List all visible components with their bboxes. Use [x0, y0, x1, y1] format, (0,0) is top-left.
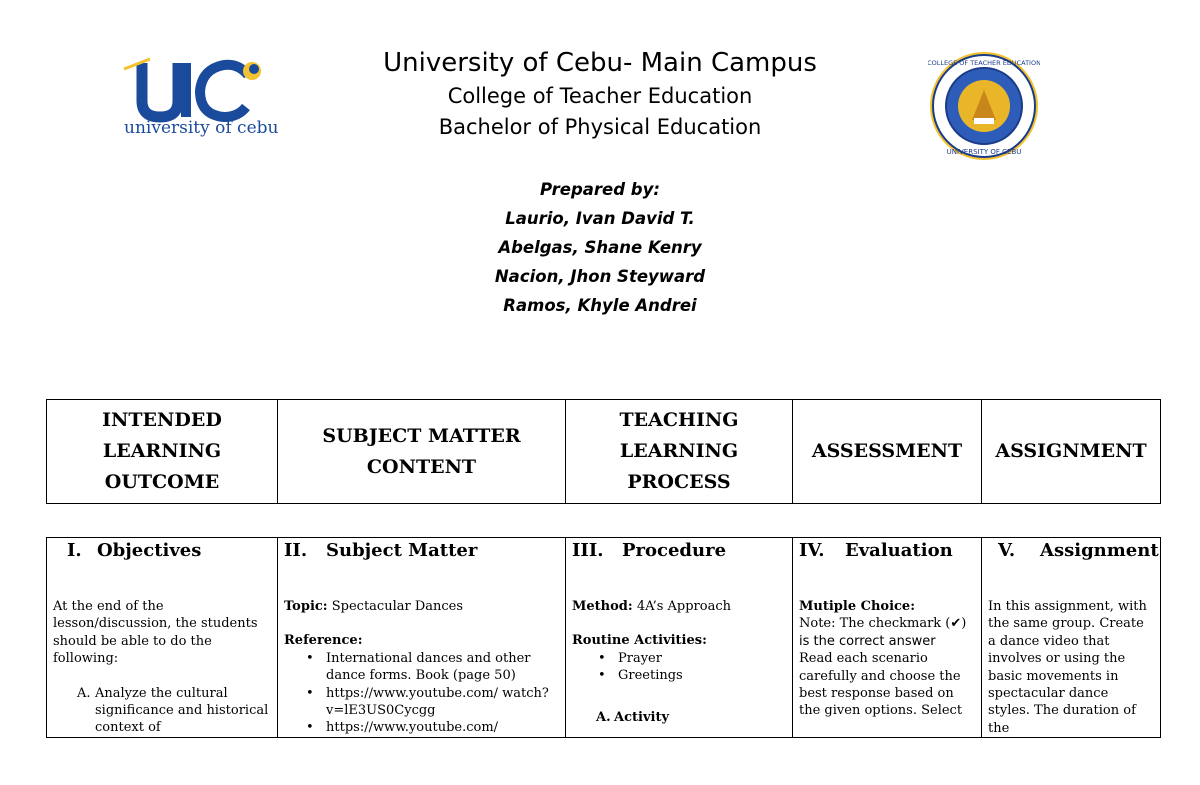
lesson-plan-table — [46, 537, 1161, 738]
routine-item: • Greetings — [618, 667, 786, 684]
objectives-heading: I. Objectives — [67, 540, 202, 561]
seal-bottom-text: UNIVERSITY OF CEBU — [946, 148, 1022, 156]
note-line: Note: The checkmark (✔) — [799, 616, 967, 632]
column-header-table — [46, 399, 1161, 504]
college-name: College of Teacher Education — [447, 84, 753, 108]
topic-line: Topic: Spectacular Dances — [284, 599, 464, 614]
activity-heading: A. Activity — [596, 709, 669, 725]
reference-link[interactable]: • https://www.youtube.com/ — [326, 719, 559, 736]
routine-list — [572, 650, 786, 685]
column-header-assessment: ASSESSMENT — [793, 400, 982, 504]
assignment-heading: V. Assignment — [998, 540, 1159, 561]
preparer-name: Laurio, Ivan David T. — [505, 209, 695, 228]
left-logo-text: university of cebu — [124, 118, 279, 138]
column-header-intended-learning-outcome: INTENDED LEARNING OUTCOME — [47, 400, 278, 504]
objectives-intro: At the end of the lesson/discussion, the students should be able to do the following: — [53, 599, 258, 667]
reference-link[interactable]: • https://www.youtube.com/ watch?v=lE3US0Cycgg — [326, 685, 559, 720]
subject-matter-cell — [278, 538, 566, 738]
prepared-by-label: Prepared by: — [540, 180, 660, 199]
evaluation-instructions: Read each scenario carefully and choose the best response based on the given options. Select — [799, 651, 963, 719]
method-line: Method: 4A’s Approach — [572, 599, 731, 614]
column-header-teaching-learning-process: TEACHING LEARNING PROCESS — [566, 400, 793, 504]
objectives-cell — [47, 538, 278, 738]
procedure-heading: III. Procedure — [572, 540, 727, 561]
column-header-assignment: ASSIGNMENT — [982, 400, 1161, 504]
evaluation-cell — [793, 538, 982, 738]
reference-list — [284, 650, 559, 737]
evaluation-heading: IV. Evaluation — [799, 540, 953, 561]
multiple-choice-label: Mutiple Choice: — [799, 599, 916, 614]
preparer-name: Nacion, Jhon Steyward — [494, 267, 706, 286]
preparer-name: Abelgas, Shane Kenry — [498, 238, 702, 257]
subject-matter-heading: II. Subject Matter — [284, 540, 478, 561]
seal-top-text: COLLEGE OF TEACHER EDUCATION — [928, 59, 1040, 67]
preparer-name: Ramos, Khyle Andrei — [503, 296, 697, 315]
column-header-subject-matter-content: SUBJECT MATTER CONTENT — [278, 400, 566, 504]
objective-item: A. Analyze the cultural significance and historical context of — [77, 685, 269, 736]
assignment-cell — [982, 538, 1161, 738]
note-line-2: is the correct answer — [799, 633, 936, 649]
reference-label: Reference: — [284, 633, 363, 649]
routine-label: Routine Activities: — [572, 633, 707, 649]
routine-item: • Prayer — [618, 650, 786, 667]
program-name: Bachelor of Physical Education — [438, 115, 762, 139]
procedure-cell — [566, 538, 793, 738]
reference-item: • International dances and other dance forms. Book (page 50) — [326, 650, 559, 685]
university-title: University of Cebu- Main Campus — [383, 48, 817, 78]
assignment-text: In this assignment, with the same group. Create a dance video that involves or using the basic movements in spectacular dance styles. The duration of the — [988, 599, 1147, 736]
